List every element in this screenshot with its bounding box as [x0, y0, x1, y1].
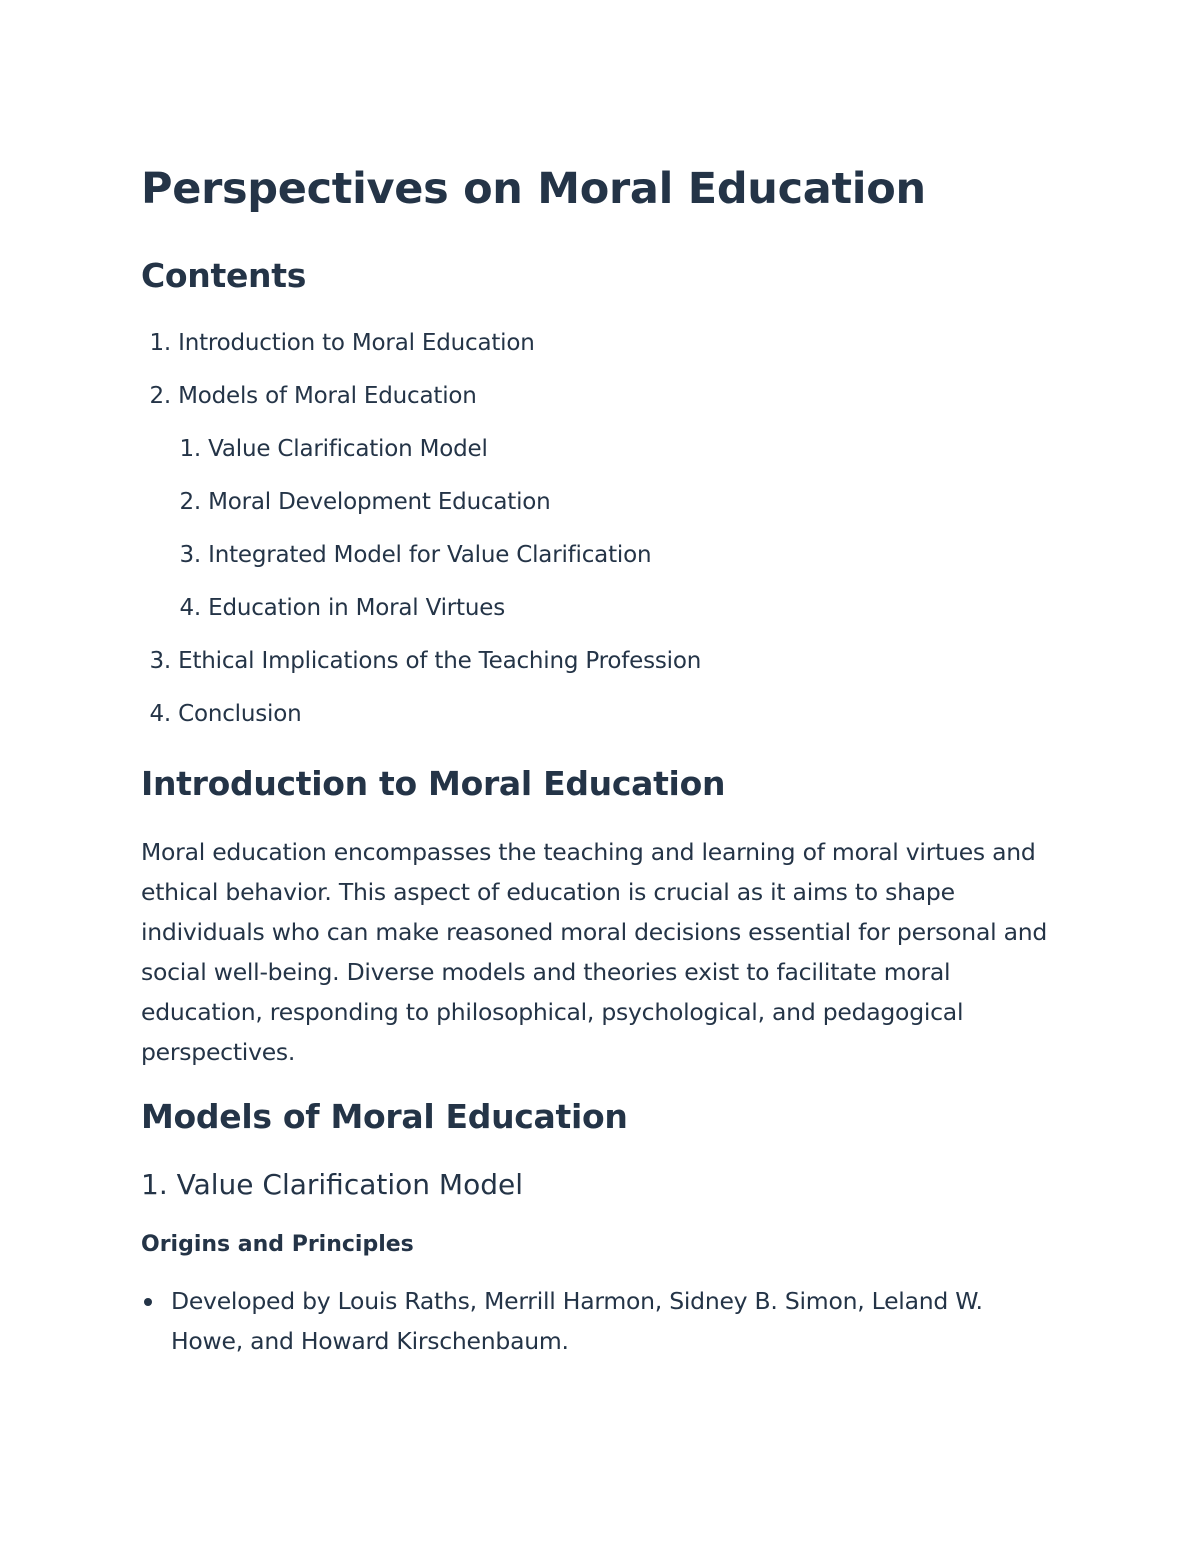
toc-item-label: Integrated Model for Value Clarification [208, 542, 652, 568]
toc-item-number: 2. [179, 489, 201, 515]
toc-subitem[interactable] [171, 595, 505, 621]
toc-item-label: Education in Moral Virtues [208, 595, 505, 621]
toc-item-number: 4. [149, 701, 171, 727]
toc-item[interactable] [141, 383, 477, 409]
introduction-paragraph: Moral education encompasses the teaching and learning of moral virtues and ethical behavior. This aspect of education is crucial as it aims to shape individuals who can make reasoned moral decisions essential for personal and social well-being. Diverse models and theories exist to facilitate moral education, responding to philosophical, psychological, and pedagogical perspectives. [141, 838, 1048, 1066]
origins-subsubheading: Origins and Principles [141, 1232, 414, 1257]
document-title: Perspectives on Moral Education [141, 164, 926, 214]
toc-subitem[interactable] [171, 436, 488, 462]
toc-item-number: 1. [149, 330, 171, 356]
value-clarification-subheading: 1. Value Clarification Model [141, 1168, 523, 1201]
toc-item[interactable] [141, 330, 535, 356]
toc-item[interactable] [141, 701, 301, 727]
toc-item-label: Conclusion [178, 701, 302, 727]
toc-item-label: Value Clarification Model [208, 436, 488, 462]
bullet-text: Developed by Louis Raths, Merrill Harmon, Sidney B. Simon, Leland W. Howe, and Howard Kirschenbaum. [171, 1287, 983, 1355]
toc-subitem[interactable] [171, 489, 551, 515]
toc-item-number: 3. [149, 648, 171, 674]
bullet-icon [144, 1298, 152, 1306]
toc-item-number: 3. [179, 542, 201, 568]
toc-item-number: 2. [149, 383, 171, 409]
toc-item-number: 1. [179, 436, 201, 462]
toc-item[interactable] [141, 648, 701, 674]
models-heading: Models of Moral Education [141, 1097, 628, 1136]
toc-subitem[interactable] [171, 542, 651, 568]
toc-item-label: Models of Moral Education [178, 383, 477, 409]
toc-item-label: Introduction to Moral Education [178, 330, 535, 356]
toc-item-number: 4. [179, 595, 201, 621]
contents-heading: Contents [141, 256, 307, 295]
toc-item-label: Moral Development Education [208, 489, 551, 515]
introduction-heading: Introduction to Moral Education [141, 764, 726, 803]
toc-item-label: Ethical Implications of the Teaching Profession [178, 648, 702, 674]
